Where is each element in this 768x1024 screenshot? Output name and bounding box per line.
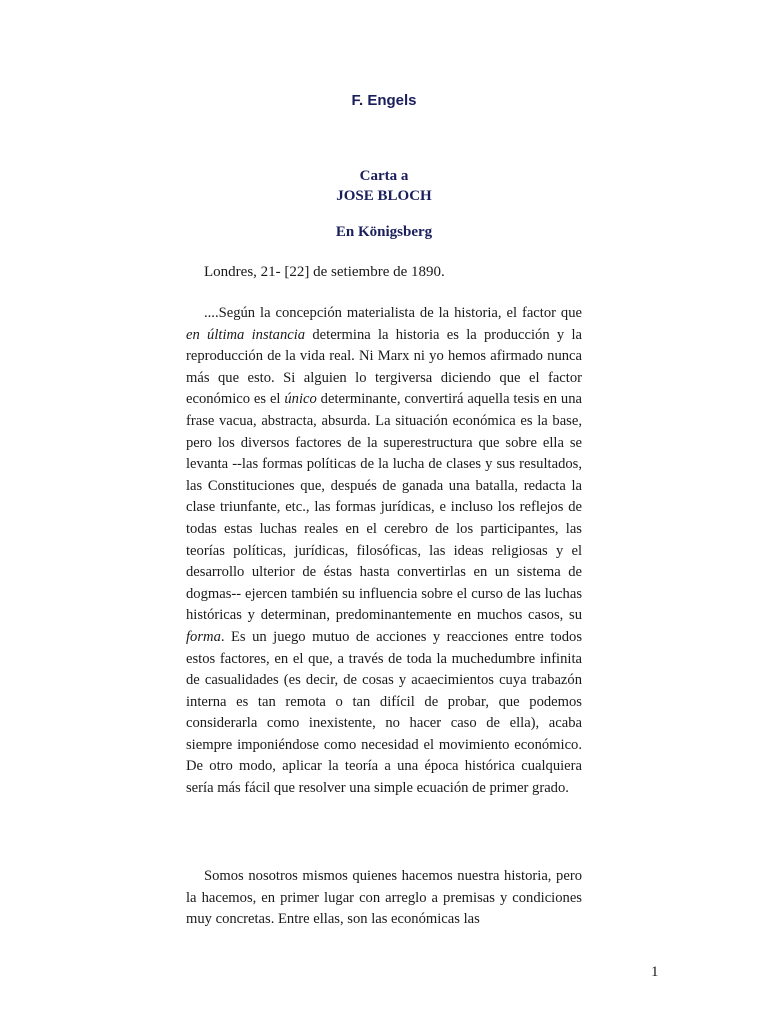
title-line-2: JOSE BLOCH xyxy=(336,188,432,204)
paragraph-1-italic-3: forma xyxy=(186,628,221,645)
paragraph-1-text-3: determinante, convertirá aquella tesis en una frase vacua, abstracta, absurda. La situación económica es la base, pero los diversos factores de la superestructura que sobre ella se levanta --las formas políticas de la lucha de clases y sus resultados, las Constituciones que, después de ganada una batalla, redacta la clase triunfante, etc., las formas jurídicas, e incluso los reflejos de todas estas luchas reales en el cerebro de los participantes, las teorías políticas, jurídicas, filosóficas, las ideas religiosas y el desarrollo ulterior de éstas hasta convertirlas en un sistema de dogmas-- ejercen también su influencia sobre el curso de las luchas históricas y determinan, predominantemente en muchos casos, su xyxy=(186,391,582,624)
page-number: 1 xyxy=(651,964,659,980)
paragraph-1-text-4: . Es un juego mutuo de acciones y reacciones entre todos estos factores, en el que, a través de toda la muchedumbre infinita de casualidades (es decir, de cosas y acaecimientos cuya trabazón interna es tan remota o tan difícil de probar, que podemos considerarla como inexistente, no hacer caso de ella), acaba siempre imponiéndose como necesidad el movimiento económico. De otro modo, aplicar la teoría a una época histórica cualquiera sería más fácil que resolver una simple ecuación de primer grado. xyxy=(186,628,582,797)
paragraph-1-italic-1: en última instancia xyxy=(186,326,306,343)
body-paragraph-1 xyxy=(186,303,582,800)
title-line-1: Carta a xyxy=(359,168,409,184)
letter-title xyxy=(0,166,768,206)
letter-place: En Königsberg xyxy=(335,224,433,240)
document-author: F. Engels xyxy=(351,92,417,109)
paragraph-2-text: Somos nosotros mismos quienes hacemos nuestra historia, pero la hacemos, en primer lugar con arreglo a premisas y condiciones muy concretas. Entre ellas, son las económicas las xyxy=(186,868,582,928)
paragraph-1-italic-2: único xyxy=(284,391,317,408)
dateline: Londres, 21- [22] de setiembre de 1890. xyxy=(204,264,445,280)
body-paragraph-2 xyxy=(186,866,582,931)
paragraph-1-text-2: determina la historia es la producción y la reproducción de la vida real. Ni Marx ni yo hemos afirmado nunca más que esto. Si alguien lo tergiversa diciendo que el factor económico es el xyxy=(186,326,582,408)
paragraph-1-text-1: ....Según la concepción materialista de la historia, el factor que xyxy=(204,305,582,321)
